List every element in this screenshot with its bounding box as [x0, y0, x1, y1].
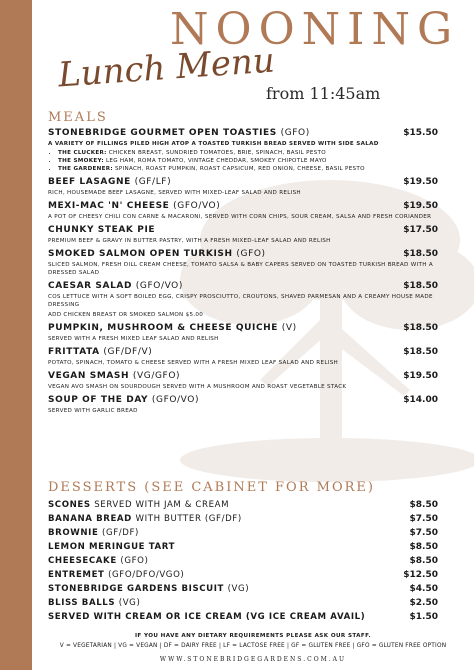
meal-addon: ADD CHICKEN BREAST OR SMOKED SALMON $5.00	[48, 312, 204, 318]
dietary-note: IF YOU HAVE ANY DIETARY REQUIREMENTS PLEASE ASK OUR STAFF.	[134, 633, 372, 639]
meal-description: A VARIETY OF FILLINGS PILED HIGH ATOP A TOASTED TURKISH BREAD SERVED WITH SIDE SALAD	[48, 141, 379, 147]
dessert-item	[48, 568, 438, 582]
meal-description: RICH, HOUSEMADE BEEF LASAGNE, SERVED WITH MIXED-LEAF SALAD AND RELISH	[48, 190, 301, 196]
meal-description: COS LETTUCE WITH A SOFT BOILED EGG, CRISPY PROSCIUTTO, CROUTONS, SHAVED PARMESAN AND A CREAMY HOUSE MADE DRESSING	[48, 294, 433, 308]
dessert-price: $7.50	[409, 528, 438, 538]
website-url: WWW.STONEBRIDGEGARDENS.COM.AU	[159, 656, 347, 663]
meal-description: SERVED WITH A FRESH MIXED LEAF SALAD AND RELISH	[48, 336, 219, 342]
meal-price: $15.50	[403, 128, 438, 138]
dessert-name: ENTREMET (GFO/DFO/VGO)	[48, 570, 185, 580]
meal-name: STONEBRIDGE GOURMET OPEN TOASTIES (GFO)	[48, 128, 310, 138]
dessert-name: BROWNIE (GF/DF)	[48, 528, 139, 538]
meal-item	[48, 128, 438, 173]
dessert-price: $8.50	[409, 556, 438, 566]
dietary-legend: V = VEGETARIAN | VG = VEGAN | DF = DAIRY FREE | LF = LACTOSE FREE | GF = GLUTEN FREE | GFO = GLUTEN FREE OPTION	[59, 643, 447, 649]
dessert-price: $1.50	[409, 612, 438, 622]
dessert-name: CHEESECAKE (GFO)	[48, 556, 149, 566]
dessert-item	[48, 610, 438, 624]
meal-price: $17.50	[403, 225, 438, 235]
dessert-price: $2.50	[409, 598, 438, 608]
dessert-name: STONEBRIDGE GARDENS BISCUIT (VG)	[48, 584, 250, 594]
meals-list	[48, 128, 438, 419]
meal-name: SMOKED SALMON OPEN TURKISH (GFO)	[48, 249, 266, 259]
meal-item	[48, 395, 438, 415]
meal-price: $18.50	[403, 249, 438, 259]
meal-item	[48, 177, 438, 197]
dessert-item	[48, 526, 438, 540]
meal-price: $18.50	[403, 281, 438, 291]
meal-price: $18.50	[403, 323, 438, 333]
dessert-item	[48, 554, 438, 568]
meal-name: PUMPKIN, MUSHROOM & CHEESE QUICHE (V)	[48, 323, 297, 333]
meal-description: SERVED WITH GARLIC BREAD	[48, 408, 138, 414]
meal-price: $18.50	[403, 347, 438, 357]
dessert-price: $7.50	[409, 514, 438, 524]
meal-name: SOUP OF THE DAY (GFO/VO)	[48, 395, 200, 405]
meal-item	[48, 347, 438, 367]
meal-item	[48, 225, 438, 245]
meal-price: $19.50	[403, 201, 438, 211]
toastie-option: • THE SMOKEY: LEG HAM, ROMA TOMATO, VINTAGE CHEDDAR, SMOKEY CHIPOTLE MAYO	[58, 157, 438, 165]
meal-name: CHUNKY STEAK PIE	[48, 225, 156, 235]
serving-time: from 11:45am	[266, 84, 381, 103]
meal-description: VEGAN AVO SMASH ON SOURDOUGH SERVED WITH A MUSHROOM AND ROAST VEGETABLE STACK	[48, 384, 347, 390]
meal-name: FRITTATA (GF/DF/V)	[48, 347, 153, 357]
dessert-price: $4.50	[409, 584, 438, 594]
meal-name: VEGAN SMASH (VG/GFO)	[48, 371, 181, 381]
desserts-list	[48, 498, 438, 624]
meal-name: BEEF LASAGNE (GF/LF)	[48, 177, 172, 187]
dessert-item	[48, 540, 438, 554]
dessert-price: $8.50	[409, 542, 438, 552]
meal-description: SLICED SALMON, FRESH DILL CREAM CHEESE, TOMATO SALSA & BABY CAPERS SERVED ON TOASTED TURKISH BREAD WITH A DRESSED SALAD	[48, 262, 433, 276]
meal-description: PREMIUM BEEF & GRAVY IN BUTTER PASTRY, WITH A FRESH MIXED-LEAF SALAD AND RELISH	[48, 238, 331, 244]
dessert-item	[48, 596, 438, 610]
meal-price: $19.50	[403, 177, 438, 187]
toastie-option: • THE CLUCKER: CHICKEN BREAST, SUNDRIED TOMATOES, BRIE, SPINACH, BASIL PESTO	[58, 149, 438, 157]
dessert-item	[48, 582, 438, 596]
meals-heading: MEALS	[48, 110, 108, 125]
menu-header	[0, 0, 474, 118]
menu-subtitle: Lunch Menu	[56, 40, 276, 96]
meal-description: A POT OF CHEESY CHILI CON CARNE & MACARONI, SERVED WITH CORN CHIPS, SOUR CREAM, SALSA AND FRESH CORIANDER	[48, 214, 432, 220]
meal-name: MEXI-MAC 'N' CHEESE (GFO/VO)	[48, 201, 221, 211]
menu-title: NOONING	[170, 4, 460, 55]
meal-name: CAESAR SALAD (GFO/VO)	[48, 281, 183, 291]
dessert-price: $12.50	[403, 570, 438, 580]
dessert-name: LEMON MERINGUE TART	[48, 542, 176, 552]
meal-price: $14.00	[403, 395, 438, 405]
meal-item	[48, 201, 438, 221]
meal-item	[48, 281, 438, 319]
dessert-name: SCONES SERVED WITH JAM & CREAM	[48, 500, 230, 510]
dessert-name: BLISS BALLS (VG)	[48, 598, 141, 608]
desserts-heading: DESSERTS (SEE CABINET FOR MORE)	[48, 480, 375, 495]
meal-item	[48, 323, 438, 343]
dessert-name: SERVED WITH CREAM OR ICE CREAM (VG ICE CREAM AVAIL)	[48, 612, 366, 622]
meal-price: $19.50	[403, 371, 438, 381]
meal-item	[48, 371, 438, 391]
toastie-option: • THE GARDENER: SPINACH, ROAST PUMPKIN, ROAST CAPSICUM, RED ONION, CHEESE, BASIL PESTO	[58, 165, 438, 173]
dessert-name: BANANA BREAD WITH BUTTER (GF/DF)	[48, 514, 242, 524]
meal-item	[48, 249, 438, 277]
dessert-item	[48, 512, 438, 526]
dessert-price: $8.50	[409, 500, 438, 510]
meal-description: POTATO, SPINACH, TOMATO & CHEESE SERVED WITH A FRESH MIXED LEAF SALAD AND RELISH	[48, 360, 339, 366]
toastie-options	[48, 149, 438, 173]
dessert-item	[48, 498, 438, 512]
